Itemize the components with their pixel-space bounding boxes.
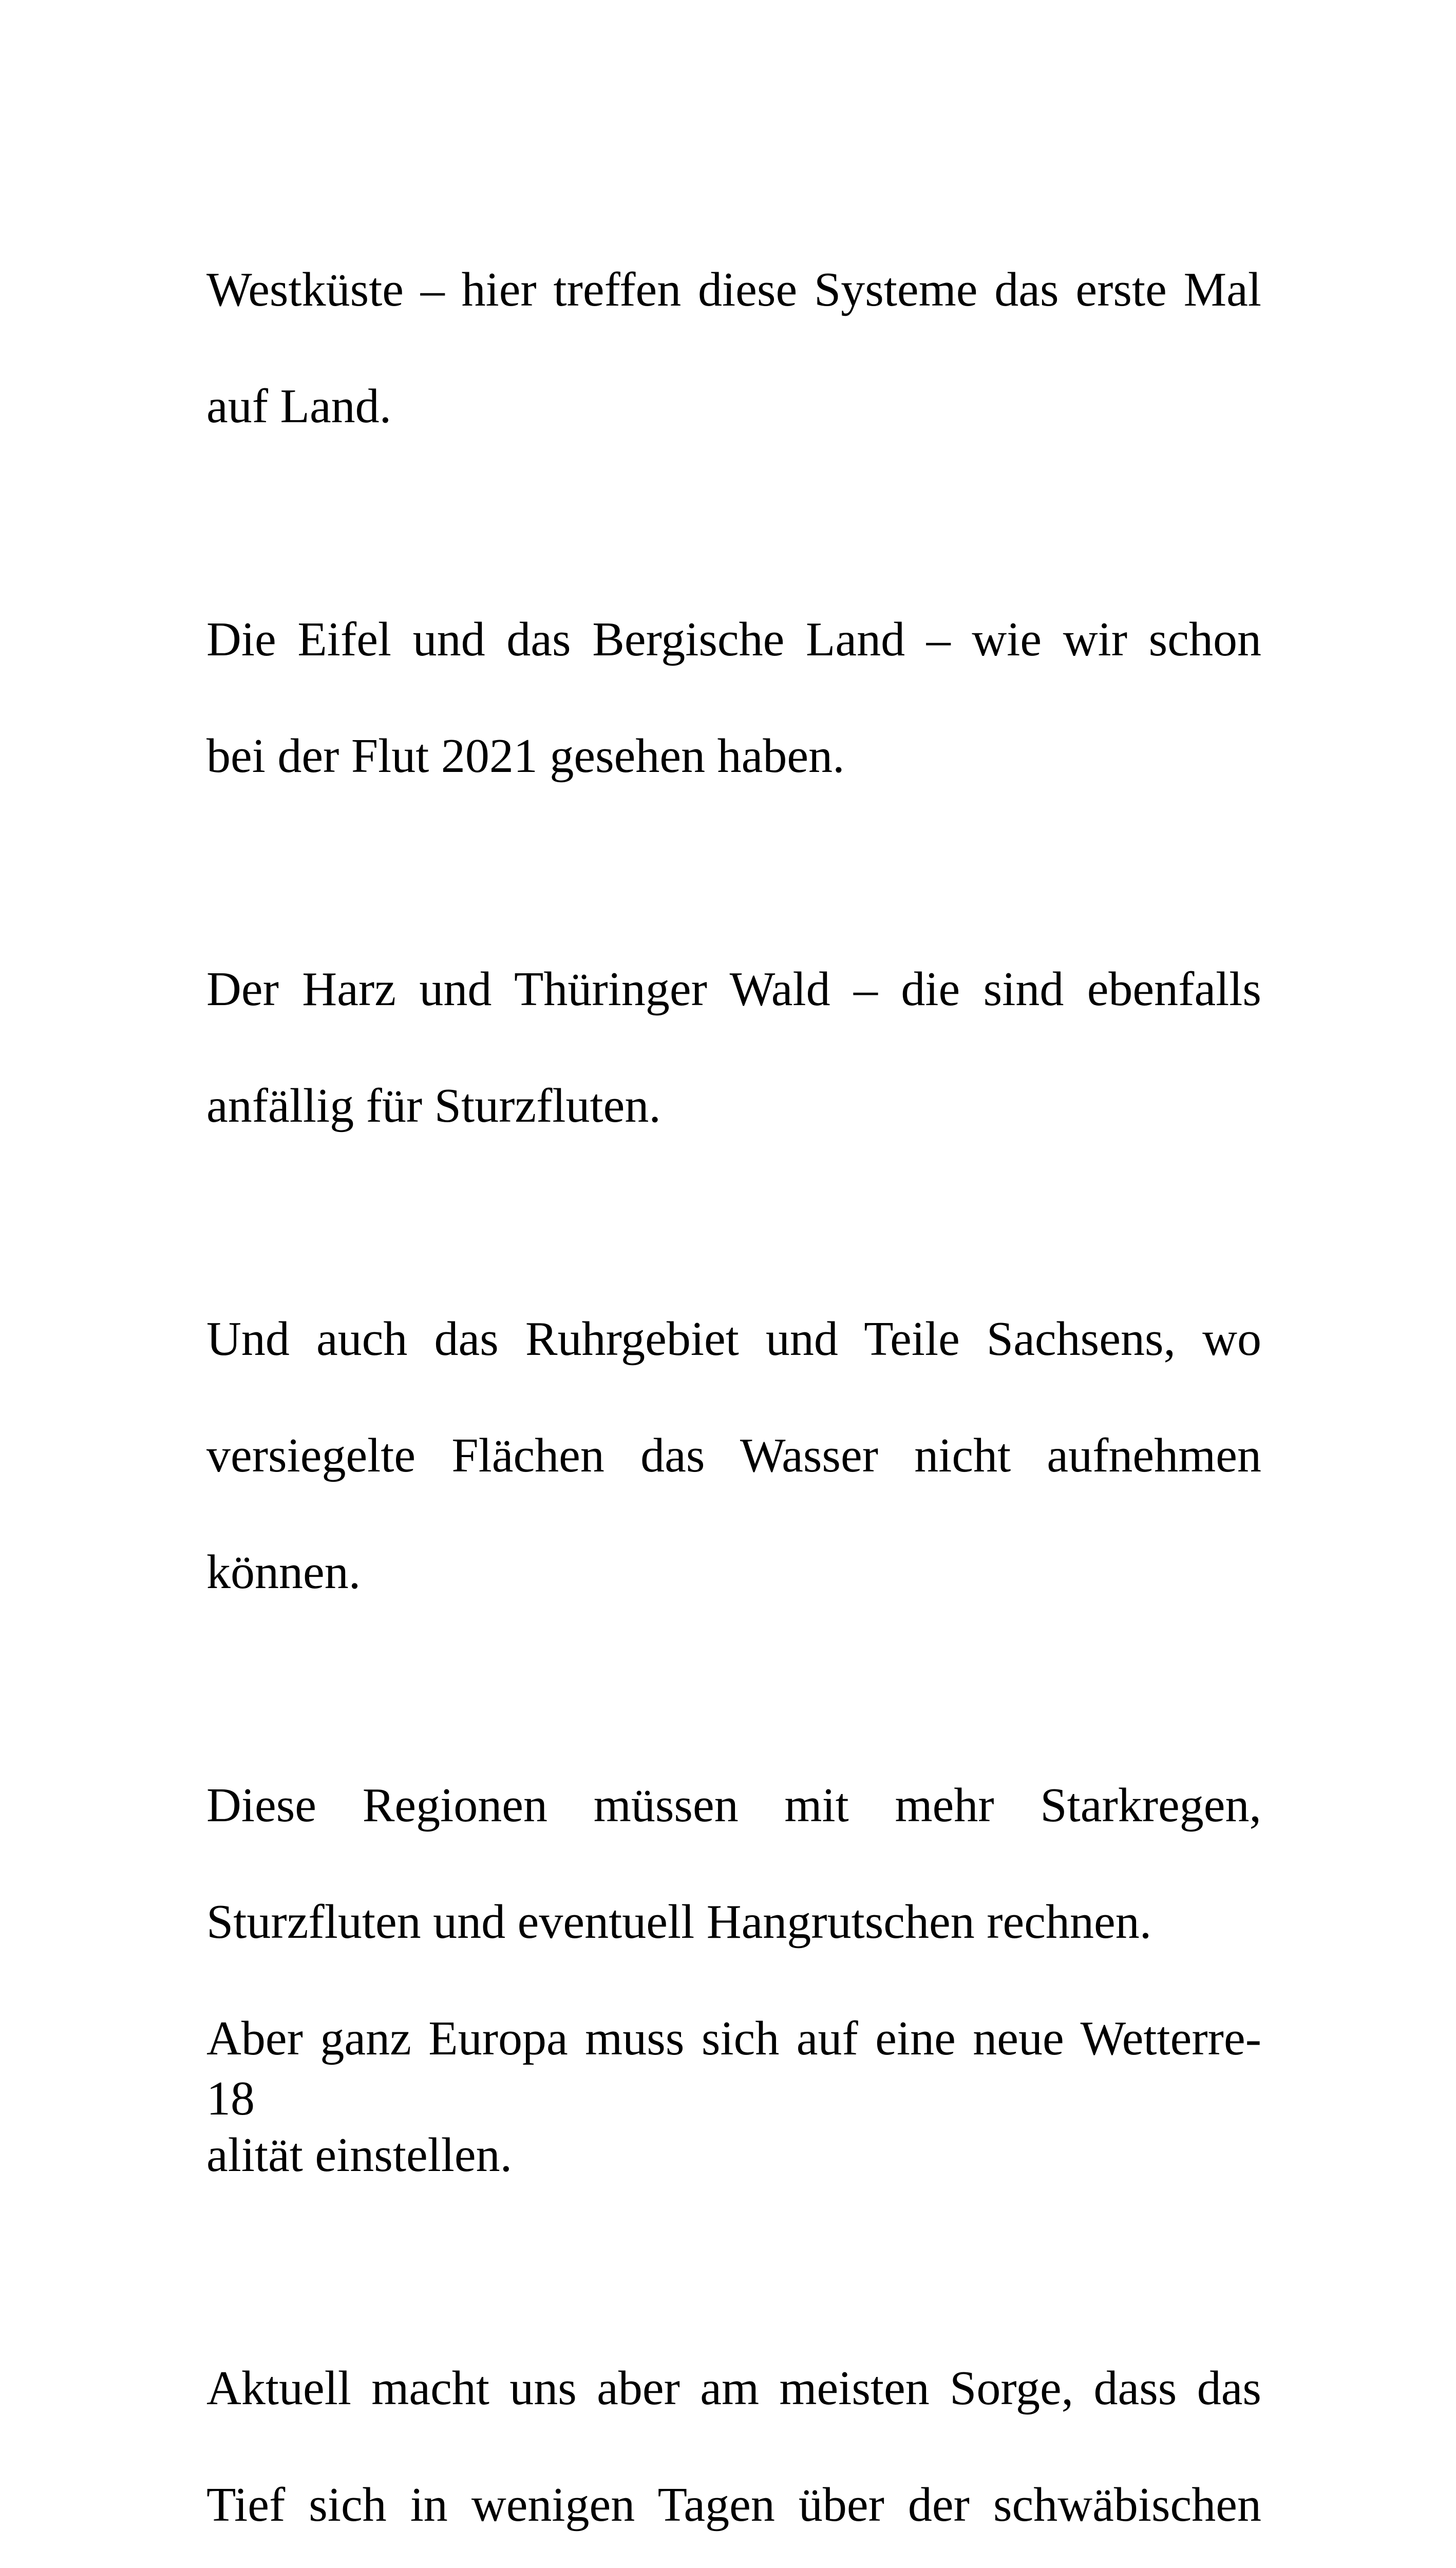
paragraph-1	[206, 202, 1261, 494]
text-line: Der Harz und Thüringer Wald – die sind ebenfalls	[206, 962, 1261, 1016]
paragraph-3	[206, 902, 1261, 1194]
text-line: alität einstellen.	[206, 2128, 513, 2182]
body-text	[206, 202, 1261, 2568]
page-number: 18	[206, 2072, 255, 2125]
paragraph-4	[206, 1252, 1261, 1660]
text-line: anfällig für Sturzfluten.	[206, 1079, 661, 1132]
text-line: Aktuell macht uns aber am meisten Sorge, dass das	[206, 2361, 1261, 2415]
text-line: Westküste – hier treffen diese Systeme das erste Mal	[206, 262, 1261, 316]
text-line: Sturzfluten und eventuell Hangrutschen rechnen.	[206, 1895, 1152, 1949]
text-line: auf Land.	[206, 379, 392, 433]
text-line: Die Eifel und das Bergische Land – wie wir schon	[206, 612, 1261, 666]
paragraph-2	[206, 552, 1261, 844]
text-line: Diese Regionen müssen mit mehr Starkregen,	[206, 1778, 1261, 1832]
text-line: bei der Flut 2021 gesehen haben.	[206, 729, 845, 783]
text-line: Tief sich in wenigen Tagen über der schwäbischen	[206, 2478, 1261, 2532]
paragraph-6	[206, 2301, 1261, 2568]
text-line: versiegelte Flächen das Wasser nicht aufnehmen	[206, 1428, 1261, 1482]
text-line: können.	[206, 1545, 361, 1599]
text-line: Aber ganz Europa muss sich auf eine neue Wetterre-	[206, 2011, 1261, 2065]
paragraph-5	[206, 1718, 1261, 2243]
text-line: Und auch das Ruhrgebiet und Teile Sachsens, wo	[206, 1312, 1261, 1366]
